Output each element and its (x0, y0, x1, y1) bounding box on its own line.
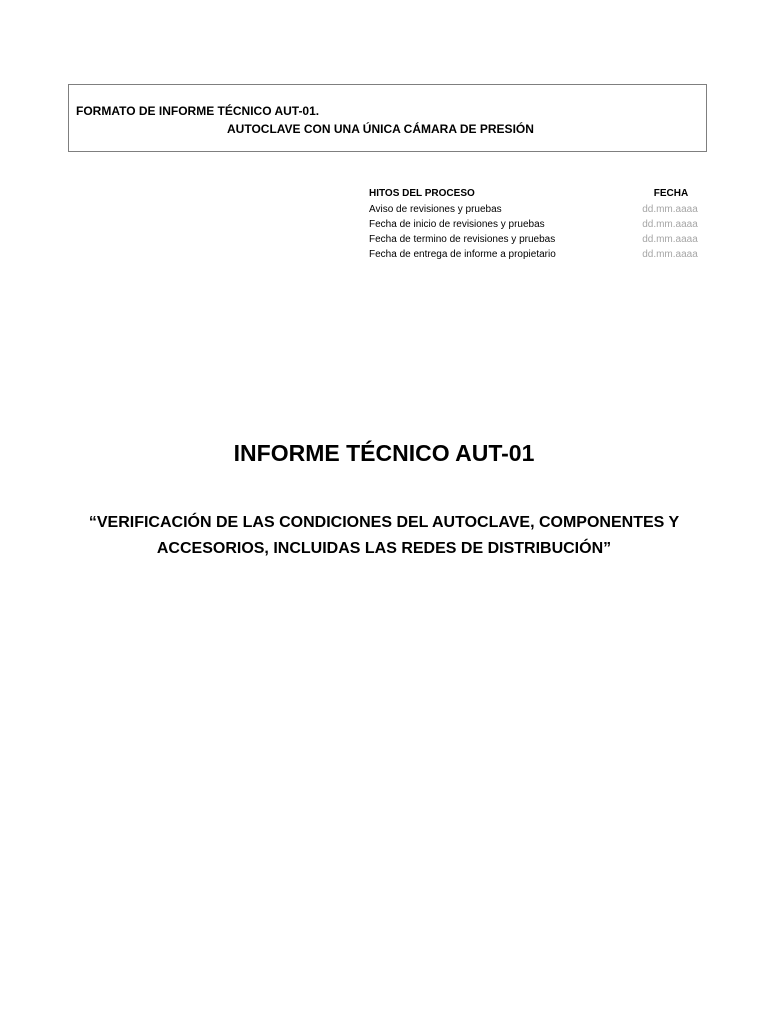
milestone-label: Fecha de termino de revisiones y pruebas (369, 234, 556, 245)
form-title: FORMATO DE INFORME TÉCNICO AUT-01. (76, 104, 320, 118)
milestone-row (369, 217, 699, 232)
milestone-date: dd.mm.aaaa (642, 249, 698, 260)
milestone-row (369, 247, 699, 262)
milestone-date: dd.mm.aaaa (642, 219, 698, 230)
report-subtitle: “VERIFICACIÓN DE LAS CONDICIONES DEL AUTOCLAVE, COMPONENTES Y ACCESORIOS, INCLUIDAS LAS REDES DE DISTRIBUCIÓN” (88, 514, 680, 557)
milestone-label: Aviso de revisiones y pruebas (369, 204, 502, 215)
milestones-header (369, 186, 699, 202)
form-subtitle: AUTOCLAVE CON UNA ÚNICA CÁMARA DE PRESIÓN (227, 122, 534, 136)
milestone-row (369, 202, 699, 217)
milestones-table (369, 186, 699, 262)
milestones-column-label: HITOS DEL PROCESO (369, 188, 475, 199)
report-title: INFORME TÉCNICO AUT-01 (233, 440, 535, 466)
milestone-label: Fecha de entrega de informe a propietario (369, 249, 556, 260)
milestone-date: dd.mm.aaaa (642, 234, 698, 245)
milestone-date: dd.mm.aaaa (642, 204, 698, 215)
milestones-column-date: FECHA (653, 188, 689, 199)
milestone-label: Fecha de inicio de revisiones y pruebas (369, 219, 545, 230)
milestone-row (369, 232, 699, 247)
header-box (68, 84, 707, 152)
